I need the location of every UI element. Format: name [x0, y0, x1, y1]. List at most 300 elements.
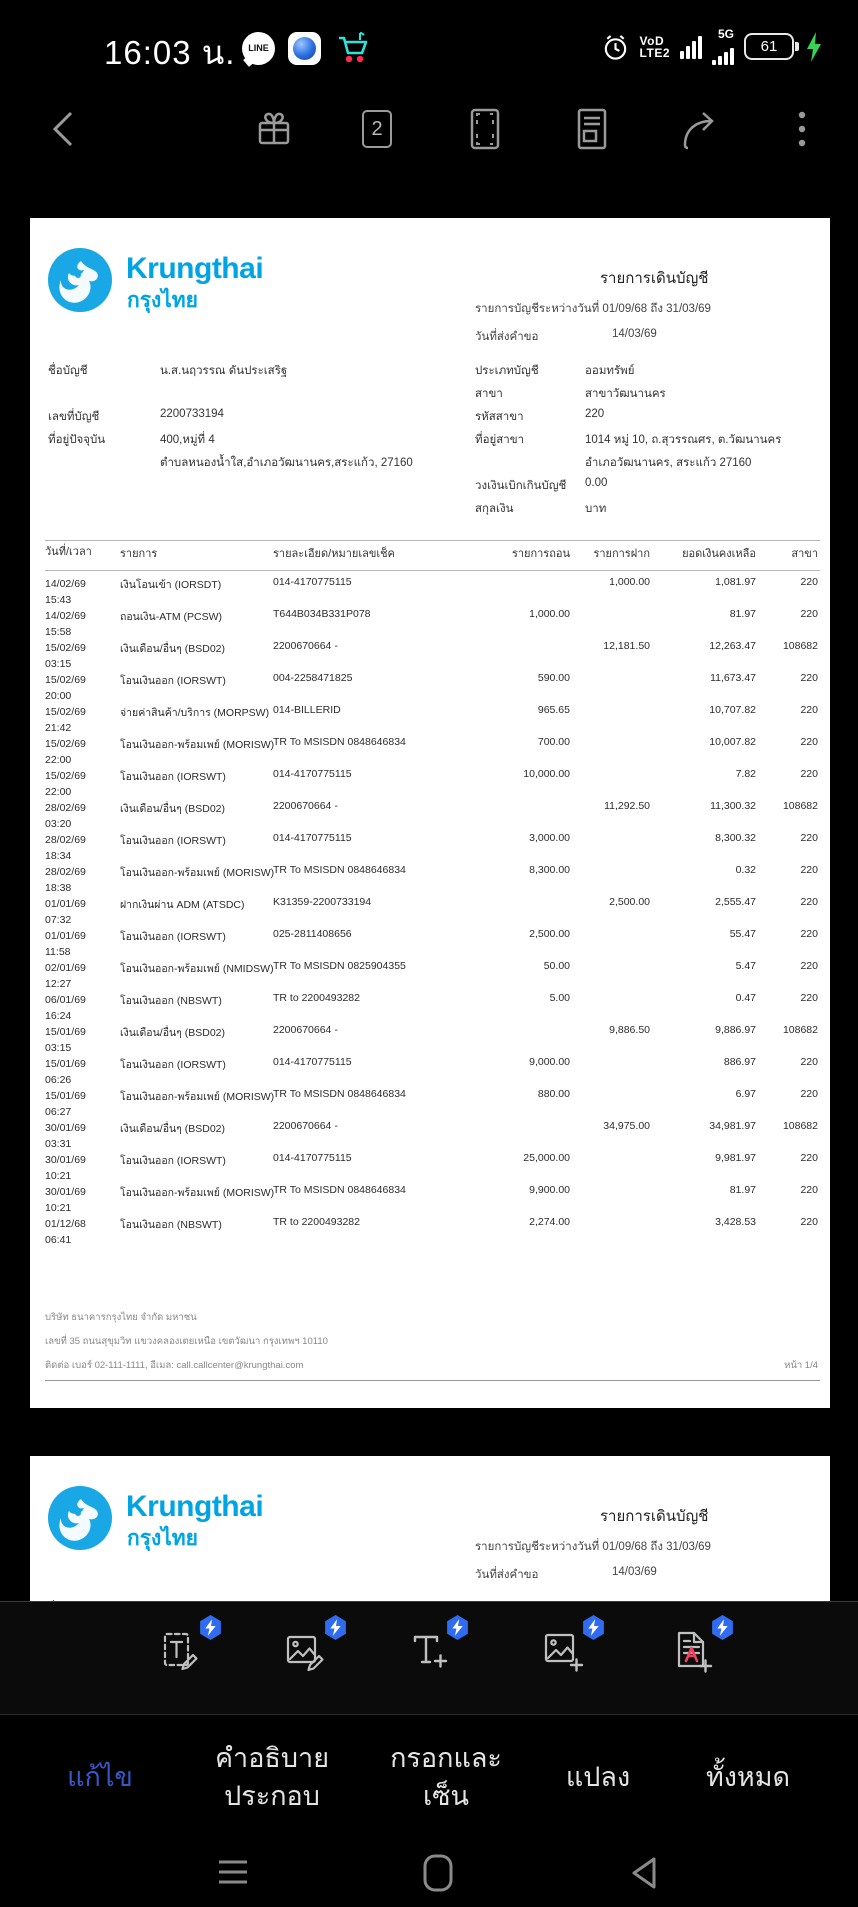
txn-detail: T644B034B331P078: [273, 608, 371, 620]
statement-period: รายการบัญชีระหว่างวันที่ 01/09/68 ถึง 31/03/69: [475, 1541, 711, 1553]
tab-label: ทั้งหมด: [705, 1762, 791, 1792]
txn-branch: 108682: [782, 800, 818, 812]
txn-balance: 81.97: [729, 608, 756, 620]
table-row: [30, 928, 830, 960]
page-number: หน้า 1/4: [784, 1360, 818, 1371]
txn-time: 06:27: [45, 1106, 72, 1118]
txn-balance: 1,081.97: [715, 576, 756, 588]
txn-description: โอนเงินออก (NBSWT): [120, 1219, 222, 1231]
table-row: [30, 832, 830, 864]
table-row: [30, 1056, 830, 1088]
table-row: [30, 768, 830, 800]
txn-branch: 220: [800, 864, 818, 876]
txn-time: 12:27: [45, 978, 72, 990]
txn-branch: 220: [800, 960, 818, 972]
txn-balance: 81.97: [729, 1184, 756, 1196]
txn-time: 03:31: [45, 1138, 72, 1150]
txn-time: 18:34: [45, 850, 72, 862]
edit-tool-palette: [0, 1601, 858, 1715]
txn-date: 30/01/69: [45, 1122, 86, 1134]
table-row: [30, 672, 830, 704]
txn-balance: 10,007.82: [709, 736, 756, 748]
txn-detail: TR To MSISDN 0848646834: [273, 1184, 406, 1196]
txn-detail: 014-4170775115: [273, 832, 352, 844]
txn-time: 10:21: [45, 1170, 72, 1182]
txn-datetime: [45, 1088, 123, 1120]
txn-detail: 014-4170775115: [273, 1152, 352, 1164]
txn-datetime: [45, 992, 123, 1024]
tab-bar: [0, 1716, 858, 1838]
clock-time: 16:03 น.: [104, 34, 236, 71]
txn-description: โอนเงินออก-พร้อมเพย์ (MORISW): [120, 867, 275, 879]
txn-balance: 34,981.97: [709, 1120, 756, 1132]
txn-balance: 9,886.97: [715, 1024, 756, 1036]
vayupak-bird-icon: [48, 248, 112, 312]
tab-label: คำอธิบาย: [214, 1743, 330, 1773]
txn-datetime: [45, 960, 123, 992]
txn-datetime: [45, 736, 123, 768]
field-label: สกุลเงิน: [475, 503, 514, 515]
txn-detail: 014-BILLERID: [273, 704, 341, 716]
line-label: LINE: [248, 43, 269, 53]
txn-branch: 220: [800, 992, 818, 1004]
txn-date: 01/01/69: [45, 930, 86, 942]
txn-branch: 220: [800, 1216, 818, 1228]
statement-table-body: [30, 576, 830, 1248]
txn-time: 15:43: [45, 594, 72, 606]
txn-detail: 2200670664 -: [273, 640, 338, 652]
txn-datetime: [45, 928, 123, 960]
txn-detail: 014-4170775115: [273, 768, 352, 780]
request-date-row: [475, 1566, 657, 1584]
txn-detail: TR to 2200493282: [273, 1216, 360, 1228]
overflow-menu-button[interactable]: [795, 107, 809, 151]
txn-withdrawal: 2,274.00: [529, 1216, 570, 1228]
krungthai-logo: [48, 248, 112, 312]
txn-withdrawal: 8,300.00: [529, 864, 570, 876]
field-value: 0.00: [585, 477, 608, 489]
txn-datetime: [45, 640, 123, 672]
txn-date: 02/01/69: [45, 962, 86, 974]
ai-badge-icon: [710, 1614, 735, 1641]
txn-balance: 0.32: [735, 864, 756, 876]
field-value: ตำบลหนองน้ำใส,อำเภอวัฒนานคร,สระแก้ว, 27160: [160, 457, 413, 469]
field-value: อำเภอวัฒนานคร, สระแก้ว 27160: [585, 457, 752, 469]
field-row: [48, 454, 458, 477]
field-value: ออมทรัพย์: [585, 365, 635, 377]
statement-table-header: [30, 544, 830, 568]
txn-detail: K31359-2200733194: [273, 896, 372, 908]
ai-badge-icon: [581, 1614, 606, 1641]
txn-balance: 12,263.47: [709, 640, 756, 652]
txn-balance: 0.47: [735, 992, 756, 1004]
edit-image-tool[interactable]: [282, 1628, 334, 1686]
txn-detail: 2200670664 -: [273, 800, 338, 812]
field-label: ที่อยู่ปัจจุบัน: [48, 434, 106, 446]
txn-time: 03:20: [45, 818, 72, 830]
ai-badge-icon: [323, 1614, 348, 1641]
txn-branch: 108682: [782, 640, 818, 652]
field-label: เลขที่บัญชี: [48, 411, 100, 423]
txn-description: โอนเงินออก-พร้อมเพย์ (NMIDSW): [120, 963, 274, 975]
txn-deposit: 11,292.50: [604, 800, 650, 812]
txn-datetime: [45, 1152, 123, 1184]
txn-branch: 220: [800, 576, 818, 588]
txn-time: 11:58: [45, 946, 71, 958]
back-button[interactable]: [47, 107, 81, 151]
statement-title: รายการเดินบัญชี: [600, 270, 709, 287]
txn-balance: 11,300.32: [710, 800, 756, 812]
battery-indicator: [744, 33, 794, 60]
txn-datetime: [45, 1120, 123, 1152]
txn-date: 28/02/69: [45, 834, 86, 846]
txn-date: 15/02/69: [45, 642, 86, 654]
field-label: ชื่อบัญชี: [48, 365, 88, 377]
tab-all[interactable]: [706, 1716, 790, 1838]
txn-balance: 7.82: [735, 768, 756, 780]
txn-time: 03:15: [45, 658, 72, 670]
table-row: [30, 1216, 830, 1248]
page1-fields-left: [48, 362, 458, 477]
txn-balance: 5.47: [735, 960, 756, 972]
field-row: [475, 477, 820, 500]
txn-balance: 9,981.97: [715, 1152, 756, 1164]
request-date-value: 14/03/69: [612, 1566, 657, 1578]
request-date-value: 14/03/69: [612, 328, 657, 340]
txn-date: 15/01/69: [45, 1026, 86, 1038]
txn-description: โอนเงินออก (IORSWT): [120, 835, 226, 847]
txn-description: โอนเงินออก-พร้อมเพย์ (MORISW): [120, 1091, 275, 1103]
column-header: รายการฝาก: [593, 548, 650, 560]
signal-bars-sim2: [712, 28, 734, 65]
txn-description: โอนเงินออก (IORSWT): [120, 675, 226, 687]
txn-balance: 886.97: [723, 1056, 756, 1068]
field-label: ประเภทบัญชี: [475, 365, 539, 377]
column-header: วันที่/เวลา: [45, 546, 92, 558]
txn-time: 21:42: [45, 722, 72, 734]
tab-count: 2: [371, 117, 383, 140]
txn-time: 18:38: [45, 882, 72, 894]
txn-balance: 3,428.53: [715, 1216, 756, 1228]
field-label: ที่อยู่สาขา: [475, 434, 525, 446]
tab-annotate[interactable]: [215, 1716, 329, 1838]
txn-detail: 2200670664 -: [273, 1024, 338, 1036]
add-image-tool[interactable]: [540, 1628, 592, 1686]
txn-date: 15/01/69: [45, 1090, 86, 1102]
txn-date: 06/01/69: [45, 994, 86, 1006]
field-row: [475, 385, 820, 408]
txn-withdrawal: 700.00: [537, 736, 570, 748]
txn-deposit: 34,975.00: [603, 1120, 650, 1132]
table-top-rule: [45, 540, 820, 541]
txn-time: 06:26: [45, 1074, 72, 1086]
request-date-label: วันที่ส่งคำขอ: [475, 331, 539, 343]
txn-time: 03:15: [45, 1042, 72, 1054]
network-5g-label: 5G: [717, 27, 734, 41]
field-row: [475, 500, 820, 523]
gift-button[interactable]: [252, 107, 296, 151]
request-date-label: วันที่ส่งคำขอ: [475, 1569, 539, 1581]
txn-date: 01/01/69: [45, 898, 86, 910]
txn-withdrawal: 9,900.00: [529, 1184, 570, 1196]
txn-date: 28/02/69: [45, 802, 86, 814]
txn-withdrawal: 50.00: [543, 960, 570, 972]
txn-datetime: [45, 768, 123, 800]
txn-branch: 220: [800, 1056, 818, 1068]
txn-balance: 55.47: [729, 928, 756, 940]
txn-description: เงินเดือน/อื่นๆ (BSD02): [120, 1123, 226, 1135]
txn-withdrawal: 2,500.00: [529, 928, 570, 940]
field-label: สาขา: [475, 388, 503, 400]
txn-date: 15/02/69: [45, 770, 86, 782]
tab-label: ประกอบ: [224, 1781, 320, 1811]
txn-description: โอนเงินออก (IORSWT): [120, 771, 226, 783]
column-header: รายการ: [120, 548, 158, 560]
txn-branch: 220: [800, 704, 818, 716]
tab-edit[interactable]: [67, 1716, 133, 1838]
txn-detail: 014-4170775115: [273, 576, 352, 588]
txn-description: โอนเงินออก-พร้อมเพย์ (MORISW): [120, 739, 275, 751]
column-header: รายละเอียด/หมายเลขเช็ค: [273, 548, 395, 560]
txn-detail: TR To MSISDN 0825904355: [273, 960, 406, 972]
txn-datetime: [45, 896, 123, 928]
txn-date: 14/02/69: [45, 578, 86, 590]
table-row: [30, 1088, 830, 1120]
browser-app-icon: [288, 32, 321, 65]
txn-withdrawal: 25,000.00: [523, 1152, 570, 1164]
txn-datetime: [45, 1056, 123, 1088]
txn-branch: 220: [800, 1152, 818, 1164]
field-value: 1014 หมู่ 10, ถ.สุวรรณศร, ต.วัฒนานคร: [585, 434, 782, 446]
alarm-icon: [601, 32, 630, 62]
brand-name-th: กรุงไทย: [127, 289, 198, 312]
txn-description: จ่ายค่าสินค้า/บริการ (MORPSW): [120, 707, 270, 719]
shopping-cart-icon: [334, 30, 371, 66]
brand-name-en: Krungthai: [126, 252, 264, 285]
android-nav-bar: [0, 1838, 858, 1907]
txn-date: 01/12/68: [45, 1218, 86, 1230]
field-value: น.ส.นฤวรรณ ดันประเสริฐ: [160, 365, 288, 377]
table-row: [30, 1120, 830, 1152]
txn-branch: 220: [800, 896, 818, 908]
charging-bolt-icon: [804, 31, 824, 63]
txn-time: 10:21: [45, 1202, 72, 1214]
txn-time: 15:58: [45, 626, 72, 638]
field-label: วงเงินเบิกเกินบัญชี: [475, 480, 567, 492]
txn-time: 20:00: [45, 690, 72, 702]
pdf-page-2: [30, 1456, 830, 1602]
table-row: [30, 896, 830, 928]
txn-date: 15/01/69: [45, 1058, 86, 1070]
txn-detail: TR to 2200493282: [273, 992, 360, 1004]
txn-datetime: [45, 576, 123, 608]
txn-description: เงินเดือน/อื่นๆ (BSD02): [120, 1027, 226, 1039]
table-row: [30, 1024, 830, 1056]
txn-description: ฝากเงินผ่าน ADM (ATSDC): [120, 899, 245, 911]
status-indicators: [601, 28, 824, 65]
txn-balance: 8,300.32: [715, 832, 756, 844]
notification-icons: [242, 30, 371, 66]
txn-time: 06:41: [45, 1234, 72, 1246]
tab-label: แปลง: [565, 1762, 631, 1792]
txn-description: ถอนเงิน-ATM (PCSW): [120, 611, 223, 623]
txn-date: 15/02/69: [45, 738, 86, 750]
field-value: 400,หมู่ที่ 4: [160, 434, 215, 446]
txn-deposit: 9,886.50: [609, 1024, 650, 1036]
txn-branch: 220: [800, 1184, 818, 1196]
txn-detail: 004-2258471825: [273, 672, 353, 684]
table-row: [30, 960, 830, 992]
table-row: [30, 704, 830, 736]
field-row: [48, 431, 458, 454]
recents-button[interactable]: [216, 1857, 250, 1889]
txn-branch: 220: [800, 832, 818, 844]
txn-branch: 108682: [782, 1024, 818, 1036]
table-row: [30, 864, 830, 896]
signal-bars-sim1: [680, 35, 702, 59]
txn-description: โอนเงินออก (IORSWT): [120, 1059, 226, 1071]
field-label: รหัสสาขา: [475, 411, 524, 423]
txn-date: 15/02/69: [45, 674, 86, 686]
txn-withdrawal: 965.65: [537, 704, 570, 716]
txn-withdrawal: 3,000.00: [529, 832, 570, 844]
field-row: [475, 431, 820, 454]
reader-view-button[interactable]: [571, 106, 613, 152]
txn-withdrawal: 10,000.00: [523, 768, 570, 780]
txn-description: เงินเดือน/อื่นๆ (BSD02): [120, 803, 226, 815]
txn-datetime: [45, 672, 123, 704]
txn-detail: TR To MSISDN 0848646834: [273, 736, 406, 748]
table-row: [30, 992, 830, 1024]
txn-datetime: [45, 1216, 123, 1248]
brand-name-th: กรุงไทย: [127, 1527, 198, 1550]
column-header: รายการถอน: [511, 548, 570, 560]
txn-deposit: 12,181.50: [603, 640, 650, 652]
status-bar: [0, 0, 858, 90]
txn-deposit: 2,500.00: [609, 896, 650, 908]
txn-branch: 220: [800, 608, 818, 620]
ai-badge-icon: [198, 1614, 223, 1641]
footer-address: เลขที่ 35 ถนนสุขุมวิท แขวงคลองเตยเหนือ เขตวัฒนา กรุงเทพฯ 10110: [45, 1336, 328, 1347]
footer-contact: ติดต่อ เบอร์ 02-111-1111, อีเมล: call.callcenter@krungthai.com: [45, 1360, 304, 1371]
txn-description: โอนเงินออก (NBSWT): [120, 995, 222, 1007]
request-date-row: [475, 328, 657, 346]
field-row: [48, 362, 458, 385]
statement-period: รายการบัญชีระหว่างวันที่ 01/09/68 ถึง 31/03/69: [475, 303, 711, 315]
txn-datetime: [45, 704, 123, 736]
txn-time: 22:00: [45, 754, 72, 766]
tab-label: กรอกและ: [390, 1743, 502, 1773]
txn-datetime: [45, 1184, 123, 1216]
txn-withdrawal: 880.00: [537, 1088, 570, 1100]
share-button[interactable]: [675, 107, 723, 151]
txn-datetime: [45, 832, 123, 864]
txn-date: 30/01/69: [45, 1154, 86, 1166]
txn-withdrawal: 1,000.00: [529, 608, 570, 620]
column-header: สาขา: [791, 548, 818, 560]
txn-branch: 220: [800, 768, 818, 780]
field-value: บาท: [585, 503, 607, 515]
add-text-tool[interactable]: [404, 1628, 456, 1686]
txn-date: 28/02/69: [45, 866, 86, 878]
table-row: [30, 608, 830, 640]
table-row: [30, 736, 830, 768]
back-nav-button[interactable]: [628, 1855, 662, 1891]
statement-title: รายการเดินบัญชี: [600, 1508, 709, 1525]
field-value: 220: [585, 408, 605, 420]
pdf-page-1: [30, 218, 830, 1408]
field-row: [475, 408, 820, 431]
field-row: [48, 408, 458, 431]
edit-text-tool[interactable]: [157, 1628, 209, 1686]
txn-date: 30/01/69: [45, 1186, 86, 1198]
txn-description: โอนเงินออก-พร้อมเพย์ (MORISW): [120, 1187, 275, 1199]
txn-balance: 6.97: [735, 1088, 756, 1100]
field-row: [475, 454, 820, 477]
txn-description: เงินโอนเข้า (IORSDT): [120, 579, 222, 591]
txn-date: 15/02/69: [45, 706, 86, 718]
txn-time: 16:24: [45, 1010, 72, 1022]
table-row: [30, 800, 830, 832]
txn-detail: TR To MSISDN 0848646834: [273, 864, 406, 876]
txn-branch: 220: [800, 928, 818, 940]
footer-company: บริษัท ธนาคารกรุงไทย จำกัด มหาชน: [45, 1312, 197, 1323]
txn-detail: TR To MSISDN 0848646834: [273, 1088, 406, 1100]
home-button[interactable]: [422, 1853, 454, 1893]
txn-branch: 220: [800, 672, 818, 684]
table-row: [30, 576, 830, 608]
txn-datetime: [45, 800, 123, 832]
page1-fields-right: [475, 362, 820, 523]
txn-withdrawal: 5.00: [549, 992, 570, 1004]
field-row: [475, 362, 820, 385]
tab-count-button[interactable]: [362, 110, 392, 148]
fit-page-button[interactable]: [464, 106, 506, 152]
field-value: สาขาวัฒนานคร: [585, 388, 666, 400]
txn-datetime: [45, 608, 123, 640]
battery-percent: 61: [760, 38, 778, 55]
txn-withdrawal: 590.00: [537, 672, 570, 684]
table-row: [30, 1184, 830, 1216]
txn-description: เงินเดือน/อื่นๆ (BSD02): [120, 643, 226, 655]
txn-withdrawal: 9,000.00: [529, 1056, 570, 1068]
table-header-rule: [45, 570, 820, 571]
tab-label: แก้ไข: [67, 1762, 133, 1792]
table-row: [30, 1152, 830, 1184]
txn-branch: 220: [800, 1088, 818, 1100]
tab-convert[interactable]: [566, 1716, 630, 1838]
brand-name-en: Krungthai: [126, 1490, 264, 1523]
footer-rule: [45, 1380, 820, 1381]
txn-detail: 025-2811408656: [273, 928, 352, 940]
txn-detail: 2200670664 -: [273, 1120, 338, 1132]
txn-branch: 108682: [782, 1120, 818, 1132]
txn-description: โอนเงินออก (IORSWT): [120, 1155, 226, 1167]
txn-datetime: [45, 1024, 123, 1056]
txn-balance: 2,555.47: [715, 896, 756, 908]
fill-sign-tool[interactable]: [669, 1628, 721, 1686]
txn-time: 07:32: [45, 914, 72, 926]
krungthai-logo: [48, 1486, 112, 1550]
ai-badge-icon: [445, 1614, 470, 1641]
txn-balance: 10,707.82: [709, 704, 756, 716]
field-value: 2200733194: [160, 408, 224, 420]
txn-datetime: [45, 864, 123, 896]
txn-date: 14/02/69: [45, 610, 86, 622]
txn-description: โอนเงินออก (IORSWT): [120, 931, 226, 943]
txn-branch: 220: [800, 736, 818, 748]
tab-fill-sign[interactable]: [390, 1716, 502, 1838]
